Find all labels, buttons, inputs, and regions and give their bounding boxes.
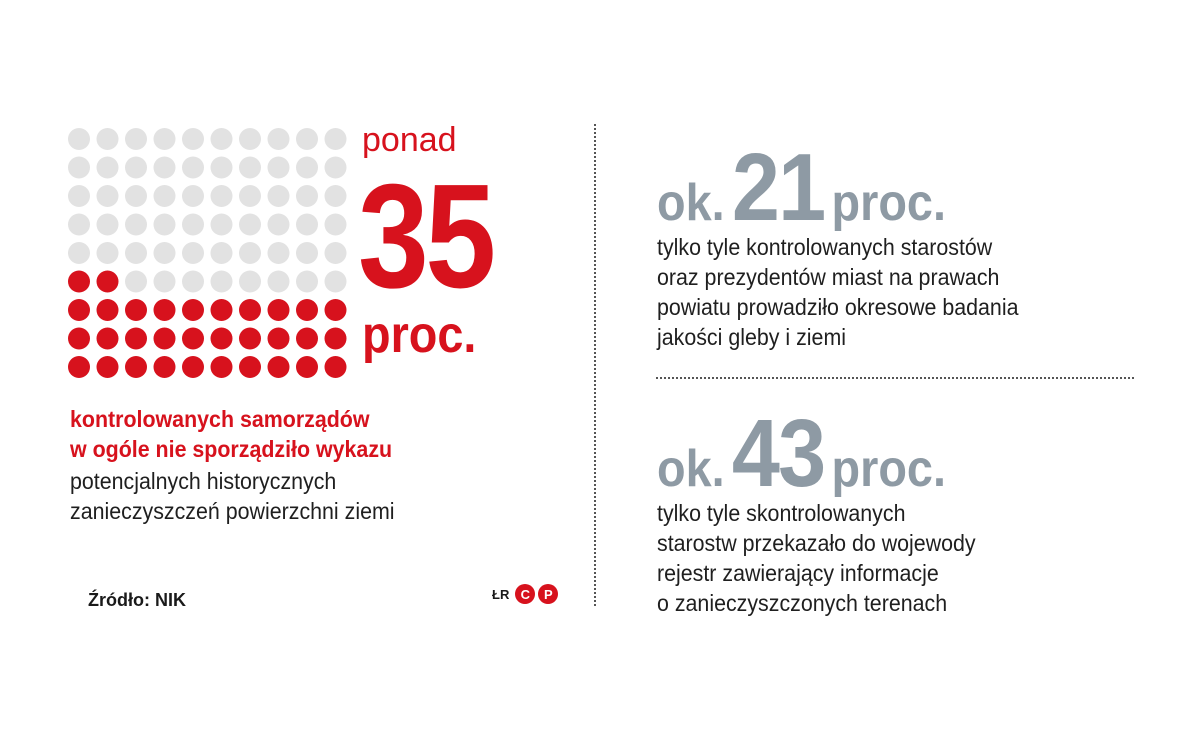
stat-prefix: ok.	[657, 440, 725, 498]
waffle-dot	[239, 157, 261, 179]
description-line: w ogóle nie sporządziło wykazu	[70, 436, 393, 462]
waffle-dot	[211, 271, 233, 293]
stat-value: 21	[731, 134, 825, 241]
waffle-dot-highlighted	[125, 328, 147, 350]
waffle-dot	[325, 242, 347, 264]
waffle-dot-highlighted	[325, 299, 347, 321]
author-initials: ŁR	[492, 586, 510, 602]
waffle-dot	[125, 242, 147, 264]
waffle-dot	[296, 128, 318, 150]
waffle-dot	[268, 185, 290, 207]
waffle-dot	[182, 214, 204, 236]
waffle-dot	[239, 271, 261, 293]
waffle-dot-highlighted	[154, 328, 176, 350]
stat-43-description	[657, 498, 1157, 618]
waffle-dot	[268, 128, 290, 150]
waffle-dot	[125, 214, 147, 236]
waffle-dot	[97, 214, 119, 236]
waffle-dot	[296, 242, 318, 264]
waffle-dot	[97, 157, 119, 179]
waffle-dot-highlighted	[325, 328, 347, 350]
waffle-dot-highlighted	[296, 356, 318, 378]
main-stat-value: 35	[358, 154, 493, 319]
waffle-dot	[182, 185, 204, 207]
waffle-dot	[239, 185, 261, 207]
waffle-dot	[154, 242, 176, 264]
waffle-dot-highlighted	[97, 299, 119, 321]
waffle-dot	[325, 128, 347, 150]
waffle-dot	[325, 214, 347, 236]
main-stat-description-bold	[70, 404, 580, 464]
waffle-dot	[68, 128, 90, 150]
waffle-dot	[125, 157, 147, 179]
waffle-dot-highlighted	[239, 328, 261, 350]
waffle-dot-highlighted	[211, 356, 233, 378]
waffle-dot-highlighted	[296, 328, 318, 350]
waffle-dot-highlighted	[182, 328, 204, 350]
waffle-dot	[325, 157, 347, 179]
waffle-dot	[68, 242, 90, 264]
waffle-dot	[211, 157, 233, 179]
waffle-dot-highlighted	[268, 328, 290, 350]
waffle-dot-highlighted	[68, 299, 90, 321]
description-line: tylko tyle kontrolowanych starostów	[657, 234, 993, 260]
stat-unit: proc.	[831, 440, 946, 498]
waffle-dot-highlighted	[125, 299, 147, 321]
waffle-dot	[68, 185, 90, 207]
waffle-dot	[97, 185, 119, 207]
waffle-dot-highlighted	[154, 356, 176, 378]
waffle-dot	[182, 128, 204, 150]
vertical-divider	[594, 124, 596, 606]
waffle-dot	[239, 128, 261, 150]
main-stat-prefix: ponad	[362, 121, 457, 159]
description-line: starostw przekazało do wojewody	[657, 530, 976, 556]
waffle-dot	[211, 214, 233, 236]
waffle-dot-highlighted	[182, 299, 204, 321]
waffle-dot	[268, 242, 290, 264]
waffle-dot	[125, 271, 147, 293]
description-line: zanieczyszczeń powierzchni ziemi	[70, 498, 395, 524]
waffle-dot	[296, 271, 318, 293]
waffle-dot	[154, 128, 176, 150]
waffle-dot-highlighted	[68, 328, 90, 350]
waffle-dot	[68, 214, 90, 236]
waffle-dot	[182, 271, 204, 293]
waffle-dot	[239, 242, 261, 264]
waffle-dot	[296, 157, 318, 179]
waffle-dot-highlighted	[97, 271, 119, 293]
waffle-dot-highlighted	[325, 356, 347, 378]
waffle-dot-highlighted	[239, 299, 261, 321]
waffle-dot-highlighted	[125, 356, 147, 378]
main-stat-description-regular	[70, 466, 580, 526]
waffle-dot	[154, 157, 176, 179]
waffle-dot-highlighted	[182, 356, 204, 378]
waffle-dot	[211, 185, 233, 207]
description-line: rejestr zawierający informacje	[657, 560, 939, 586]
stat-prefix: ok.	[657, 174, 725, 232]
waffle-dot	[68, 157, 90, 179]
waffle-dot	[296, 214, 318, 236]
waffle-dot	[296, 185, 318, 207]
description-line: jakości gleby i ziemi	[657, 324, 847, 350]
waffle-dot-highlighted	[68, 356, 90, 378]
waffle-dot	[97, 242, 119, 264]
waffle-dot-highlighted	[268, 299, 290, 321]
waffle-dot	[268, 271, 290, 293]
waffle-dot-highlighted	[296, 299, 318, 321]
waffle-dot	[325, 185, 347, 207]
waffle-dot	[154, 185, 176, 207]
description-line: kontrolowanych samorządów	[70, 406, 370, 432]
waffle-dot	[211, 242, 233, 264]
waffle-dot	[154, 271, 176, 293]
waffle-dot	[211, 128, 233, 150]
copyright-icon: C	[515, 584, 535, 604]
stat-unit: proc.	[831, 174, 946, 232]
waffle-dot	[125, 185, 147, 207]
waffle-dot-highlighted	[68, 271, 90, 293]
description-line: oraz prezydentów miast na prawach	[657, 264, 1000, 290]
main-stat-unit: proc.	[362, 306, 477, 364]
description-line: tylko tyle skontrolowanych	[657, 500, 906, 526]
publisher-icon: P	[538, 584, 558, 604]
waffle-dot	[182, 157, 204, 179]
waffle-dot-highlighted	[239, 356, 261, 378]
waffle-dot-highlighted	[211, 328, 233, 350]
horizontal-divider	[656, 377, 1134, 379]
waffle-dot-highlighted	[154, 299, 176, 321]
waffle-dot	[125, 128, 147, 150]
waffle-dot	[239, 214, 261, 236]
stat-value: 43	[731, 400, 825, 507]
waffle-dot	[268, 157, 290, 179]
waffle-dot-highlighted	[97, 328, 119, 350]
waffle-dot	[97, 128, 119, 150]
waffle-dot	[154, 214, 176, 236]
author-credit	[492, 584, 558, 604]
waffle-dot	[268, 214, 290, 236]
waffle-dot-highlighted	[211, 299, 233, 321]
description-line: o zanieczyszczonych terenach	[657, 590, 948, 616]
waffle-dot	[325, 271, 347, 293]
waffle-dot	[182, 242, 204, 264]
source-note: Źródło: NIK	[88, 590, 186, 610]
stat-21-description	[657, 232, 1157, 352]
description-line: powiatu prowadziło okresowe badania	[657, 294, 1019, 320]
waffle-dot-highlighted	[268, 356, 290, 378]
description-line: potencjalnych historycznych	[70, 468, 337, 494]
waffle-dot-highlighted	[97, 356, 119, 378]
